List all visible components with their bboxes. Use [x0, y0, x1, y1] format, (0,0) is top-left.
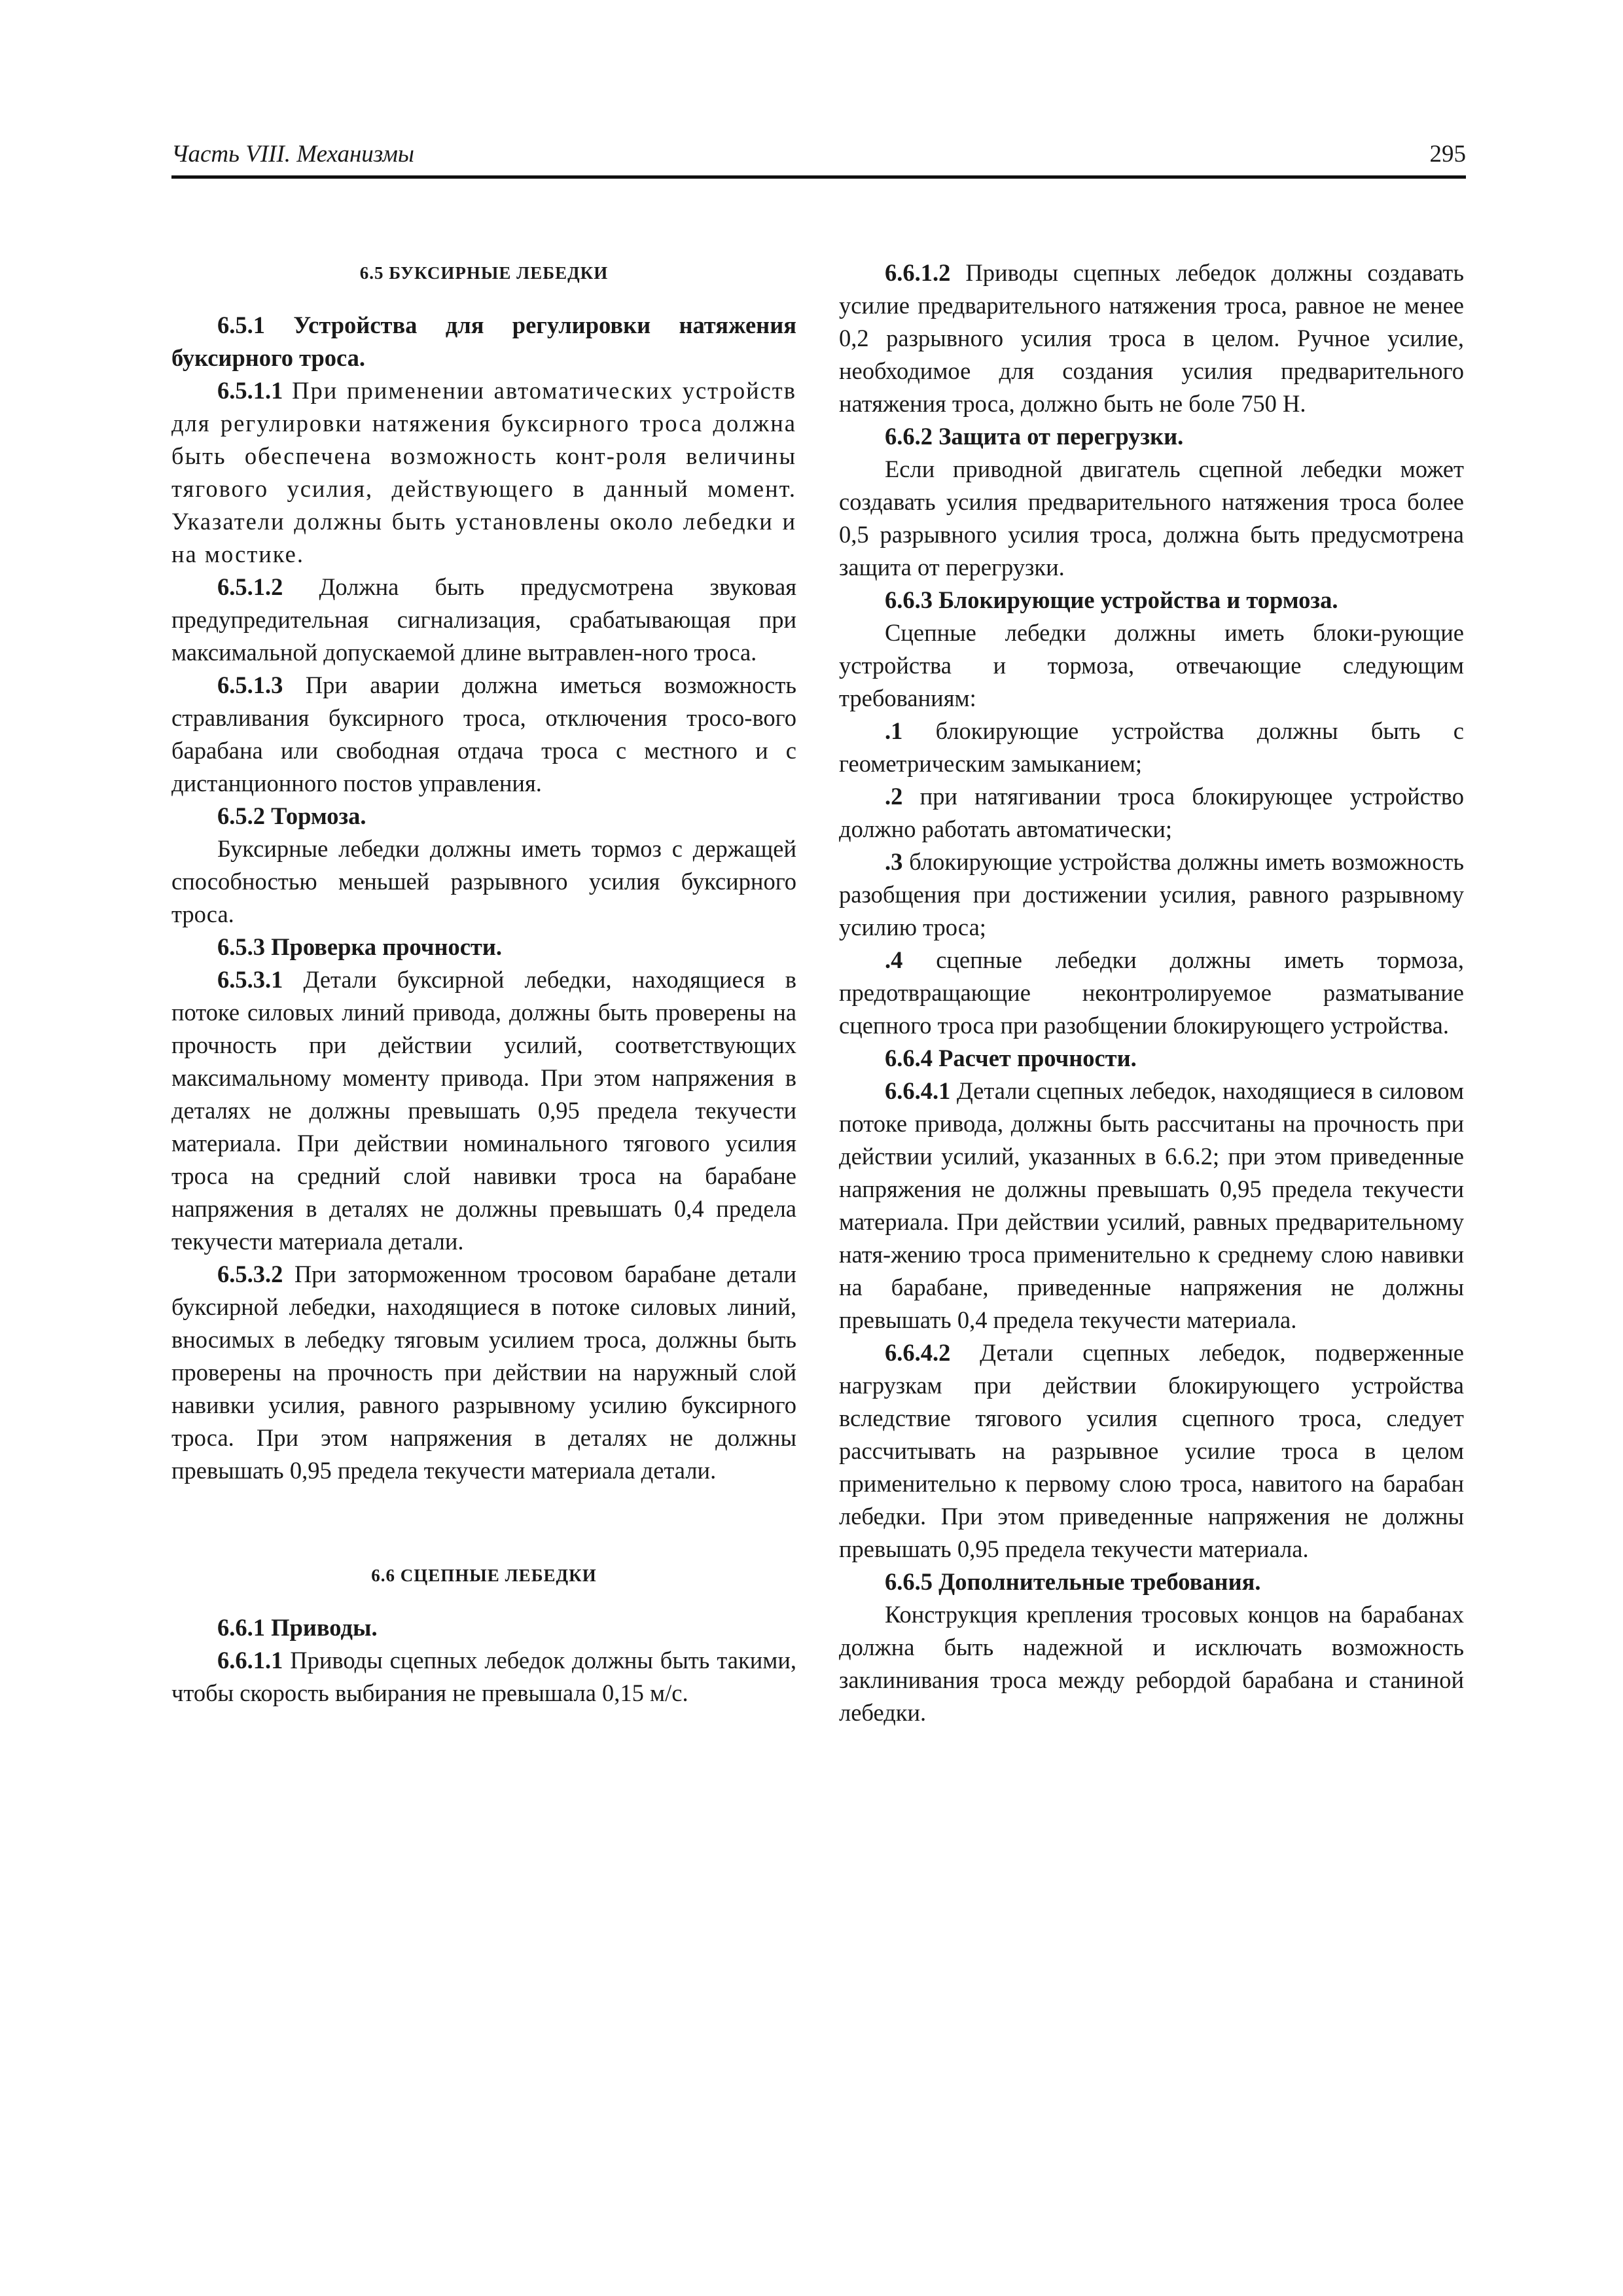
page-number: 295 — [1429, 141, 1466, 168]
clause-number: 6.5.1.2 — [217, 573, 283, 600]
heading-6-6-1: 6.6.1 Приводы. — [217, 1614, 378, 1641]
paragraph-6-6-4-1 — [839, 1075, 1464, 1336]
item-text: при натягивании троса блокирующее устройство должно работать автоматически; — [839, 783, 1464, 842]
spacer — [171, 1487, 796, 1559]
left-column — [171, 257, 796, 1710]
item-number: .4 — [885, 946, 903, 973]
page-header — [171, 140, 1466, 179]
clause-number: 6.5.3.1 — [217, 966, 283, 993]
paragraph-6-6-4-2 — [839, 1336, 1464, 1566]
paragraph-6-6-2: Если приводной двигатель сцепной лебедки может создавать усилия предварительного натяжения троса более 0,5 разрывного усилия троса, должна быть предусмотрена защита от перегрузки. — [839, 456, 1464, 581]
list-item-1 — [839, 715, 1464, 780]
clause-number: 6.6.1.1 — [217, 1647, 283, 1674]
paragraph-text: Детали буксирной лебедки, находящиеся в потоке силовых линий привода, должны быть проверены на прочность при действии усилий, соответствующих максимальному моменту привода. При этом напряжения в деталях не должны превышать 0,95 предела текучести материала. При действии номинального тягового усилия троса на средний слой навивки троса на барабане напряжения в деталях не должны превышать 0,4 предела текучести материала детали. — [171, 966, 796, 1255]
paragraph-text: Приводы сцепных лебедок должны создавать усилие предварительного натяжения троса, равное не менее 0,2 разрывного усилия троса в целом. Ручное усилие, необходимое для создания усилия предварительного натяжения троса, должно быть не боле 750 Н. — [839, 259, 1464, 417]
running-head: Часть VIII. Механизмы — [171, 141, 414, 168]
paragraph-6-5-2: Буксирные лебедки должны иметь тормоз с держащей способностью меньшей разрывного усилия буксирного троса. — [171, 835, 796, 927]
clause-number: 6.6.4.2 — [885, 1339, 951, 1366]
paragraph-6-6-3: Сцепные лебедки должны иметь блоки-рующие устройства и тормоза, отвечающие следующим требованиям: — [839, 619, 1464, 711]
clause-number: 6.5.1.3 — [217, 672, 283, 698]
heading-6-6-3: 6.6.3 Блокирующие устройства и тормоза. — [885, 586, 1338, 613]
paragraph-6-5-1-3 — [171, 669, 796, 800]
list-item-2 — [839, 780, 1464, 846]
item-number: .1 — [885, 717, 903, 744]
heading-6-6-5: 6.6.5 Дополнительные требования. — [885, 1568, 1261, 1595]
heading-6-5-1: 6.5.1 Устройства для регулировки натяжения буксирного троса. — [171, 312, 796, 371]
paragraph-6-5-3-2 — [171, 1258, 796, 1487]
paragraph-text: Детали сцепных лебедок, подверженные нагрузкам при действии блокирующего устройства вследствие тягового усилия сцепного троса, следует рассчитывать на разрывное усилие троса в целом применительно к первому слою троса, навитого на барабан лебедки. При этом приведенные напряжения не должны превышать 0,95 предела текучести материала. — [839, 1339, 1464, 1562]
paragraph-text: Детали сцепных лебедок, находящиеся в силовом потоке привода, должны быть рассчитаны на прочность при действии усилий, указанных в 6.6.2; при этом приведенные напряжения не должны превышать 0,95 предела текучести материала. При действии усилий, равных предварительному натя-жению троса применительно к среднему слою навивки на барабане, приведенные напряжения не должны превышать 0,4 предела текучести материала. — [839, 1077, 1464, 1333]
heading-6-5-2: 6.5.2 Тормоза. — [217, 802, 366, 829]
header-rule — [171, 175, 1466, 179]
paragraph-6-6-1-2 — [839, 257, 1464, 420]
heading-6-6-4: 6.6.4 Расчет прочности. — [885, 1045, 1137, 1071]
spacer — [171, 1592, 796, 1611]
paragraph-text: Приводы сцепных лебедок должны быть такими, чтобы скорость выбирания не превышала 0,15 м/с. — [171, 1647, 796, 1706]
paragraph-6-5-3-1 — [171, 963, 796, 1258]
paragraph-6-5-1-2 — [171, 571, 796, 669]
heading-6-5-3: 6.5.3 Проверка прочности. — [217, 933, 503, 960]
spacer — [171, 289, 796, 309]
paragraph-text: При аварии должна иметься возможность стравливания буксирного троса, отключения тросо-вого барабана или свободная отдача троса с местного и с дистанционного постов управления. — [171, 672, 796, 797]
section-title-6-5: 6.5 БУКСИРНЫЕ ЛЕБЕДКИ — [359, 263, 609, 283]
list-item-3 — [839, 846, 1464, 944]
paragraph-6-5-1-1 — [171, 374, 796, 571]
clause-number: 6.6.4.1 — [885, 1077, 951, 1104]
paragraph-text: При заторможенном тросовом барабане детали буксирной лебедки, находящиеся в потоке силовых линий, вносимых в лебедку тяговым усилием троса, должны быть проверены на прочность при действии на наружный слой навивки усилия, равного разрывному усилию буксирного троса. При этом напряжения в деталях не должны превышать 0,95 предела текучести материала детали. — [171, 1261, 796, 1484]
paragraph-text: Должна быть предусмотрена звуковая предупредительная сигнализация, срабатывающая при максимальной допускаемой длине вытравлен-ного троса. — [171, 573, 796, 666]
section-title-6-6: 6.6 СЦЕПНЫЕ ЛЕБЕДКИ — [371, 1566, 597, 1585]
item-text: блокирующие устройства должны иметь возможность разобщения при достижении усилия, равного разрывному усилию троса; — [839, 848, 1464, 941]
item-number: .3 — [885, 848, 903, 875]
item-text: сцепные лебедки должны иметь тормоза, предотвращающие неконтролируемое разматывание сцепного троса при разобщении блокирующего устройства. — [839, 946, 1464, 1039]
heading-6-6-2: 6.6.2 Защита от перегрузки. — [885, 423, 1184, 450]
list-item-4 — [839, 944, 1464, 1042]
clause-number: 6.5.3.2 — [217, 1261, 283, 1287]
paragraph-6-6-5: Конструкция крепления тросовых концов на барабанах должна быть надежной и исключать возможность заклинивания троса между ребордой барабана и станиной лебедки. — [839, 1601, 1464, 1726]
paragraph-6-6-1-1 — [171, 1644, 796, 1710]
item-number: .2 — [885, 783, 903, 810]
clause-number: 6.6.1.2 — [885, 259, 951, 286]
paragraph-text: При применении автоматических устройств для регулировки натяжения буксирного троса должна быть обеспечена возможность конт-роля величины тягового усилия, действующего в данный момент. Указатели должны быть установлены около лебедки и на мостике. — [171, 377, 796, 567]
item-text: блокирующие устройства должны быть с геометрическим замыканием; — [839, 717, 1464, 777]
right-column — [839, 257, 1464, 1729]
clause-number: 6.5.1.1 — [217, 377, 283, 404]
